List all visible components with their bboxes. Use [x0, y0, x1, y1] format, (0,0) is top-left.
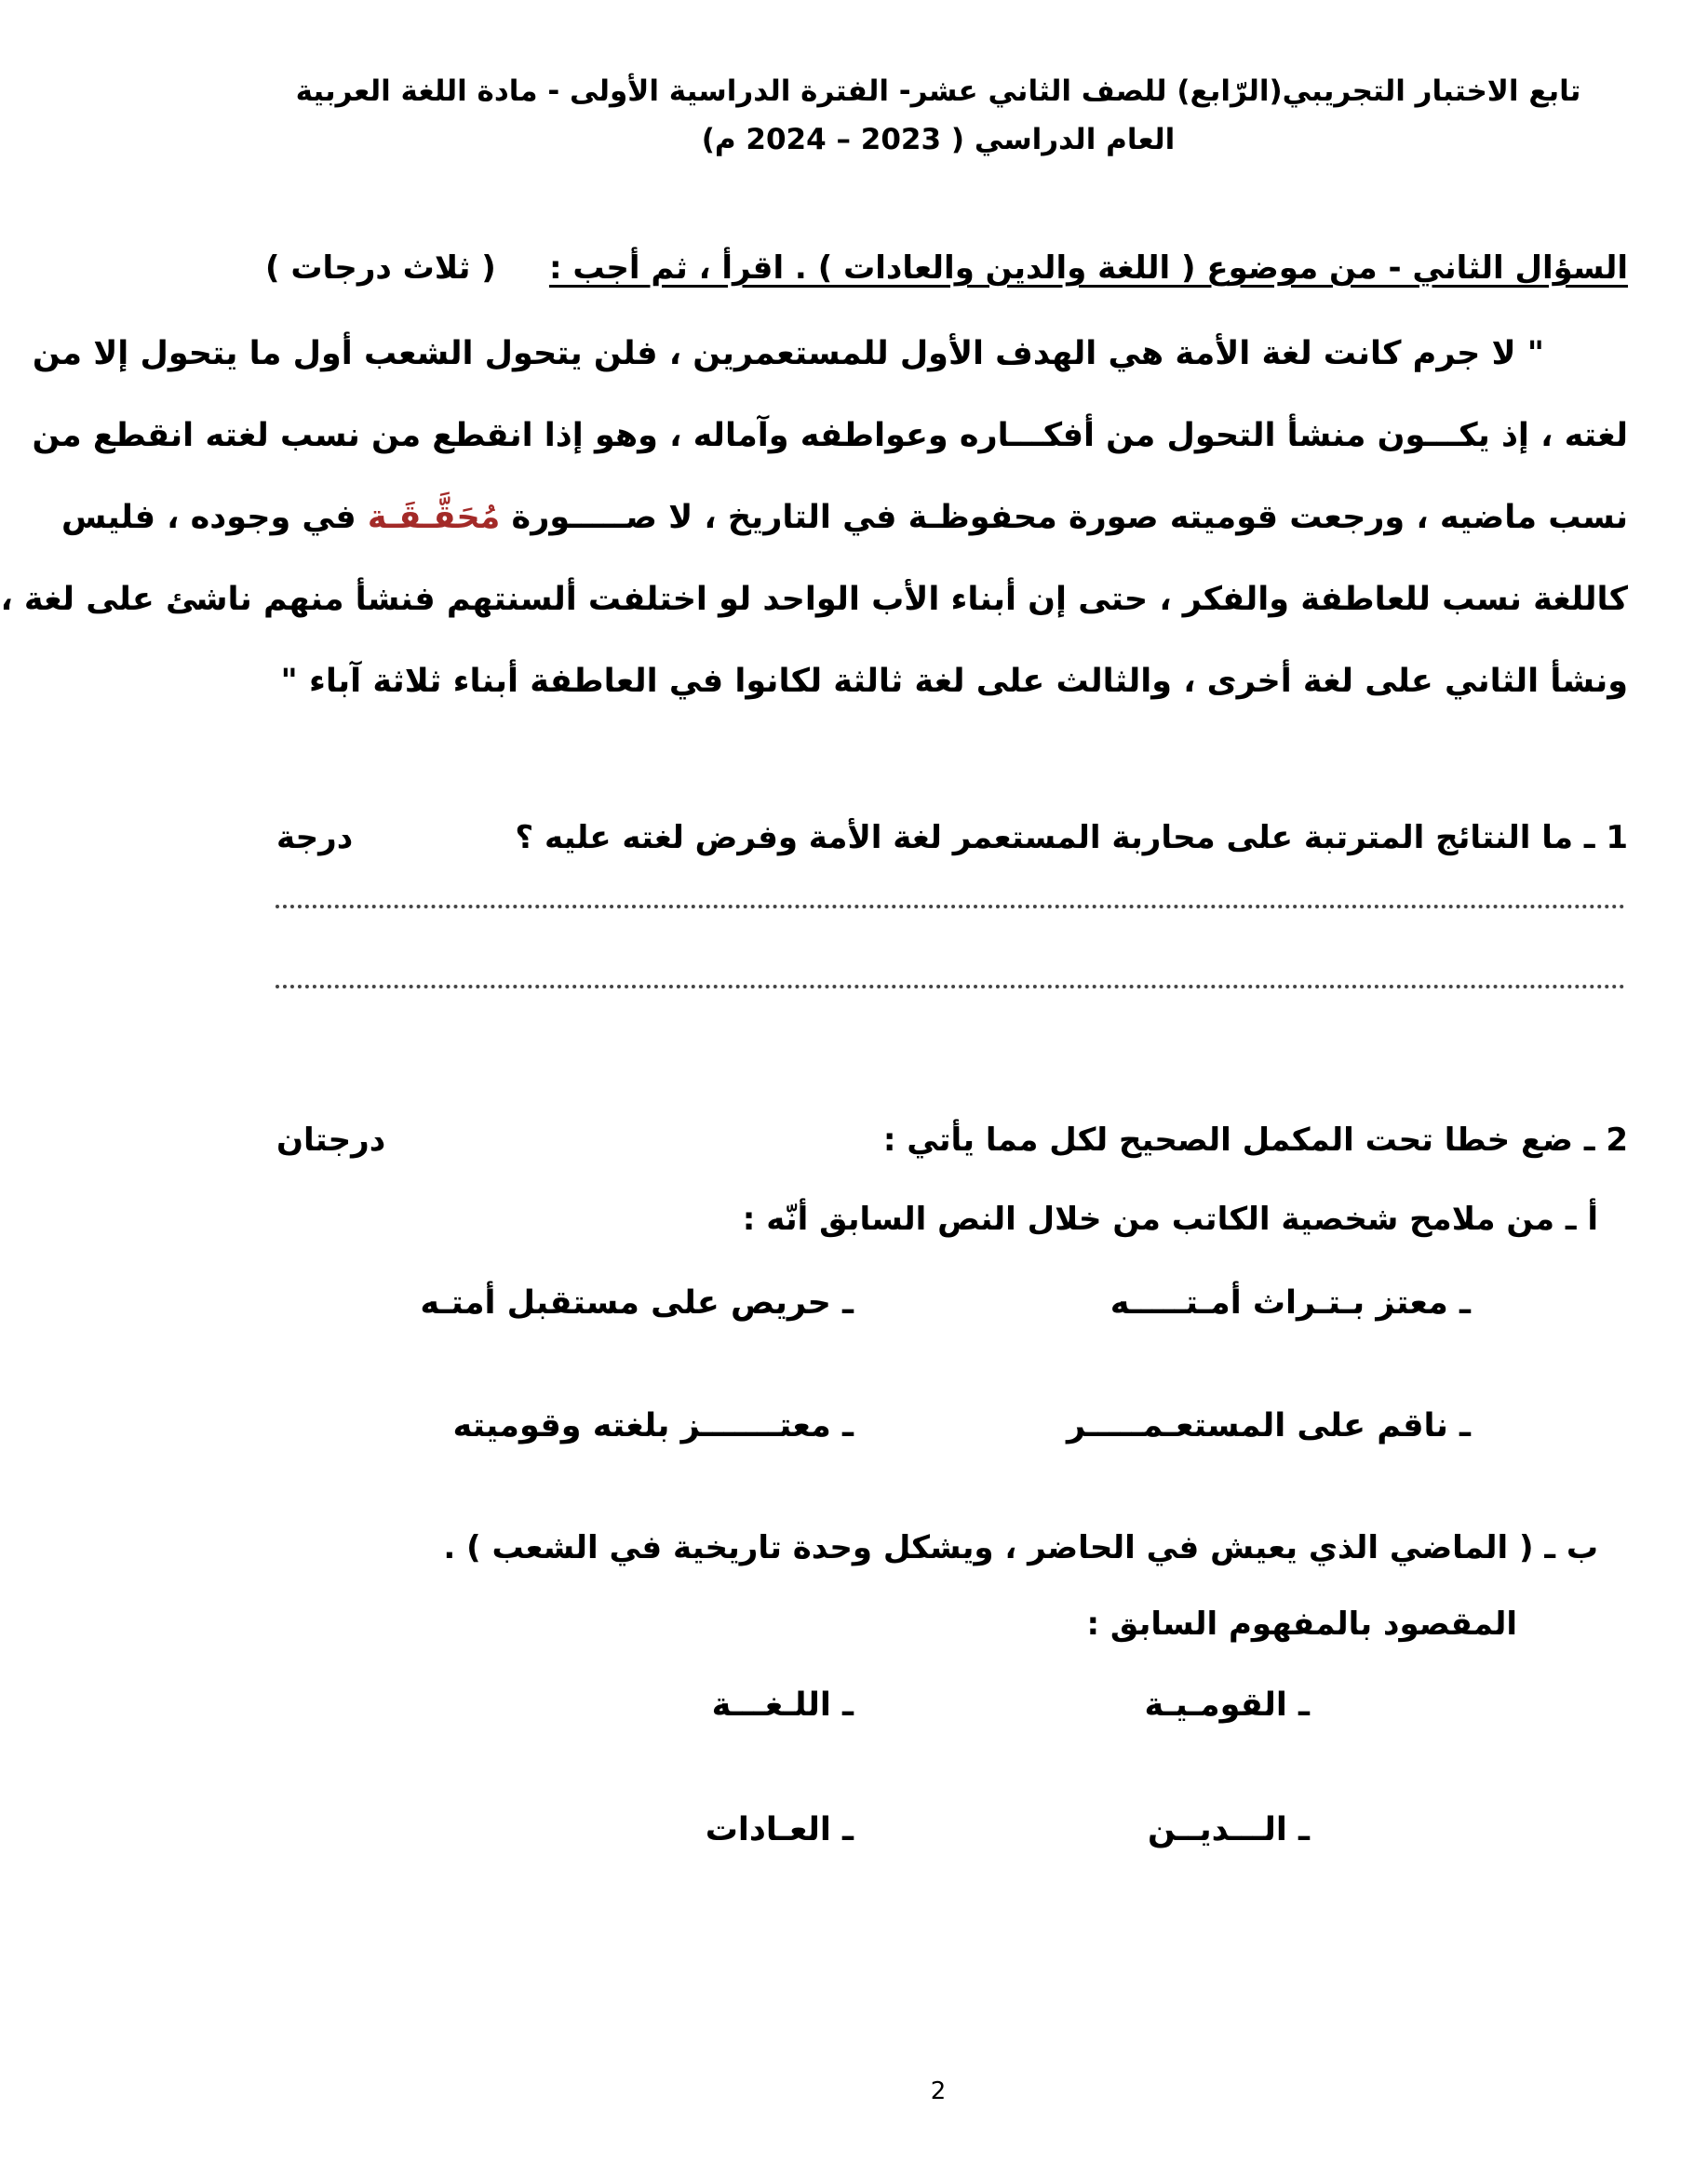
header-year: العام الدراسي ( 2023 – 2024 م) — [701, 123, 1176, 156]
question-marks: ( ثلاث درجات ) — [265, 249, 496, 287]
choice-option[interactable]: ـ القومـيـة — [1144, 1687, 1310, 1724]
choice-option[interactable]: ـ معتز بـتـراث أمـتـــــه — [1110, 1284, 1471, 1322]
passage-line: كاللغة نسب للعاطفة والفكر ، حتى إن أبناء الأب الواحد لو اختلفت ألسنتهم فنشأ منهم ناشئ على لغة ، — [0, 581, 1628, 618]
passage-line: " لا جرم كانت لغة الأمة هي الهدف الأول للمستعمرين ، فلن يتحول الشعب أول ما يتحول إلا من — [32, 335, 1544, 372]
answer-line — [276, 985, 1625, 988]
choice-option[interactable]: ـ اللـغـــة — [711, 1687, 854, 1724]
passage-line: ونشأ الثاني على لغة أخرى ، والثالث على لغة ثالثة لكانوا في العاطفة أبناء ثلاثة آباء " — [280, 663, 1628, 700]
part-a-prompt: أ ـ من ملامح شخصية الكاتب من خلال النص السابق أنّه : — [742, 1201, 1598, 1238]
reading-passage — [0, 313, 1628, 722]
choice-option[interactable]: ـ الـــديــن — [1148, 1811, 1310, 1848]
item-2-question: 2 ـ ضع خطا تحت المكمل الصحيح لكل مما يأتي : — [882, 1122, 1628, 1159]
item-1-marks: درجة — [276, 819, 354, 856]
part-b-subprompt: المقصود بالمفهوم السابق : — [1086, 1606, 1517, 1643]
part-b-prompt: ب ـ ( الماضي الذي يعيش في الحاضر ، ويشكل وحدة تاريخية في الشعب ) . — [443, 1529, 1598, 1566]
question-title: السؤال الثاني - من موضوع ( اللغة والدين والعادات ) . اقرأ ، ثم أجب : — [548, 249, 1628, 287]
page-number: 2 — [930, 2077, 947, 2105]
choice-option[interactable]: ـ حريص على مستقبل أمتـه — [420, 1284, 854, 1322]
item-2-marks: درجتان — [276, 1122, 386, 1159]
header-title: تابع الاختبار التجريبي(الرّابع) للصف الثاني عشر- الفترة الدراسية الأولى - مادة اللغة العربية — [295, 74, 1581, 108]
choice-option[interactable]: ـ ناقم على المستعـمـــــر — [1066, 1407, 1471, 1445]
item-1-question: 1 ـ ما النتائج المترتبة على محاربة المستعمر لغة الأمة وفرض لغته عليه ؟ — [515, 819, 1628, 856]
answer-line — [276, 905, 1625, 908]
passage-text: نسب ماضيه ، ورجعت قوميته صورة محفوظـة في التاريخ ، لا صـــــورة — [500, 499, 1628, 536]
passage-line — [61, 477, 1628, 558]
passage-text: في وجوده ، فليس — [61, 499, 368, 536]
choice-option[interactable]: ـ معتـــــــز بلغته وقوميته — [452, 1407, 854, 1445]
passage-line: لغته ، إذ يكـــون منشأ التحول من أفكـــاره وعواطفه وآماله ، وهو إذا انقطع من نسب لغته انقطع من — [32, 417, 1628, 454]
choice-option[interactable]: ـ العـادات — [705, 1811, 854, 1848]
highlighted-word: مُحَقَّـقَـة — [367, 499, 501, 536]
